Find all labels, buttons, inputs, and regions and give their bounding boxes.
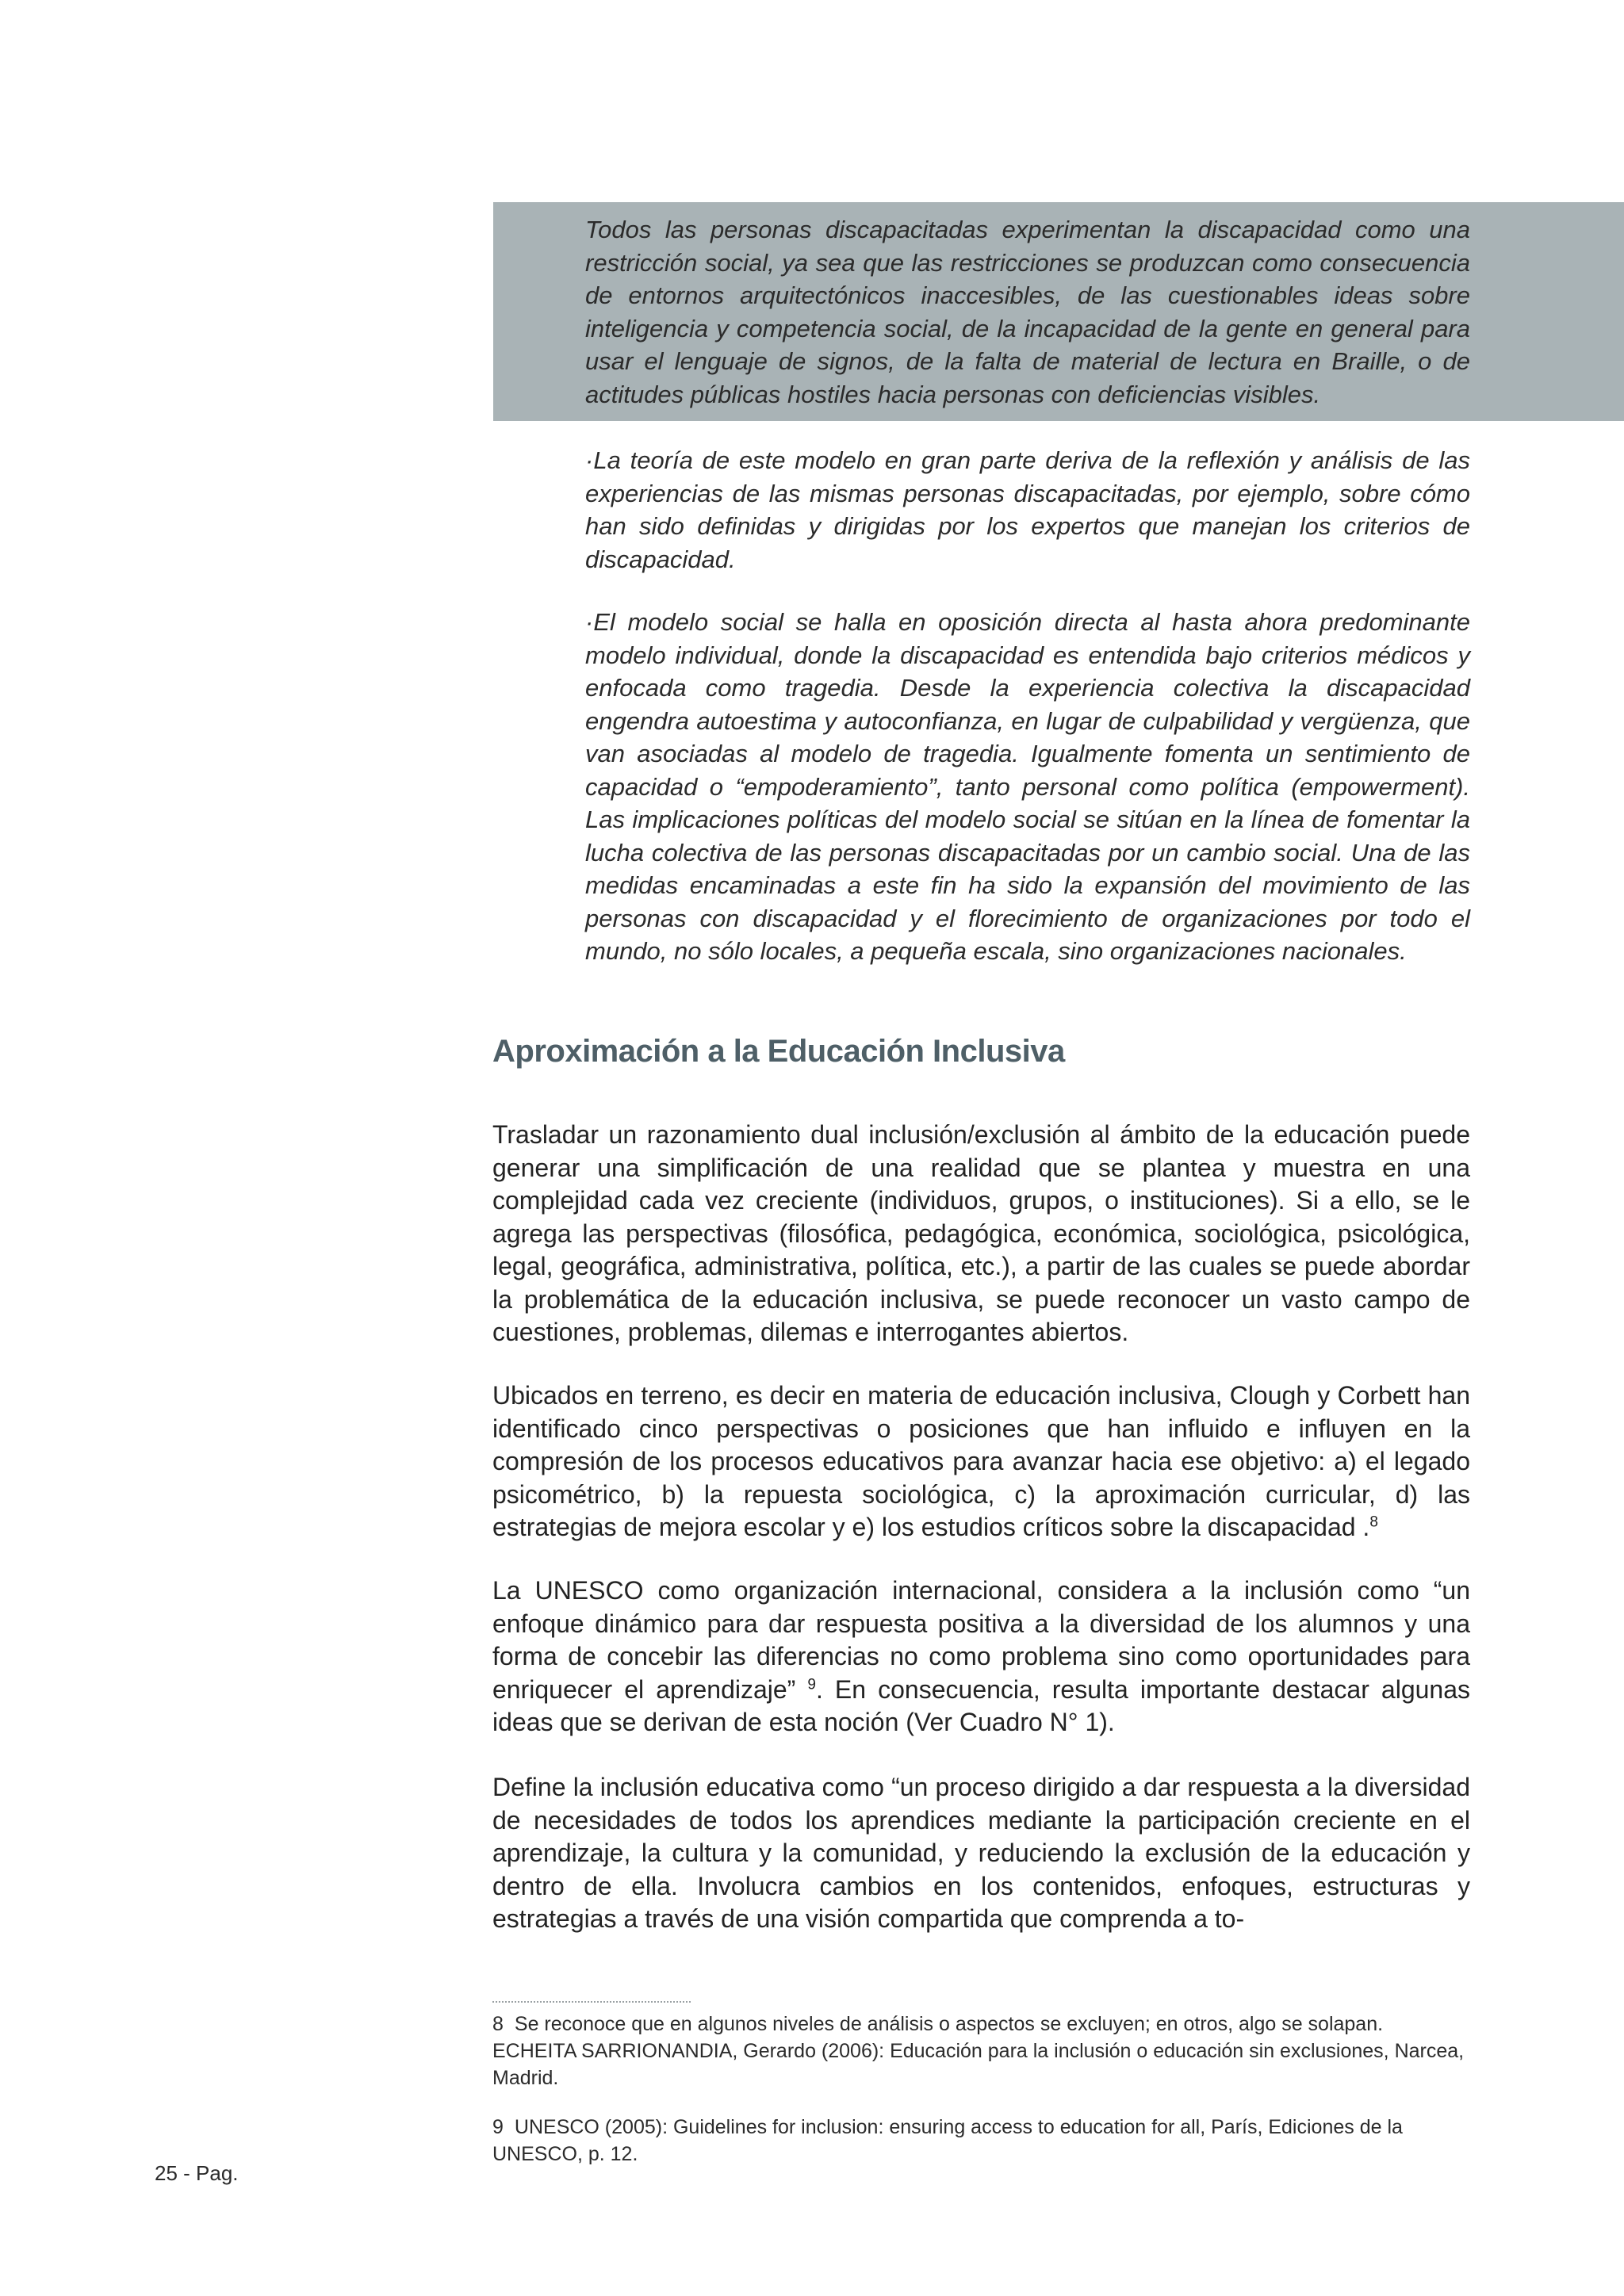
footnote-ref-8: 8: [1369, 1513, 1378, 1531]
footnote-text: UNESCO (2005): Guidelines for inclusion: ensuring access to education for all, París, Ediciones de la UNESCO, p. 12.: [492, 2116, 1403, 2165]
footnote-divider: [492, 2001, 691, 2003]
footnote-number: 9: [492, 2116, 504, 2138]
footnote-number: 8: [492, 2013, 504, 2035]
body-paragraph-2: [492, 1380, 1470, 1544]
footnote-ref-9: 9: [807, 1675, 816, 1693]
body-paragraph-3: [492, 1575, 1470, 1739]
body-paragraph-2-text: Ubicados en terreno, es decir en materia de educación inclusiva, Clough y Corbett han identificado cinco perspectivas o posiciones que han influido e influyen en la compresión de los procesos educativos para avanzar hacia ese objetivo: a) el legado psicométrico, b) la repuesta sociológica, c) la aproximación curricular, d) las estrategias de mejora escolar y e) los estudios críticos sobre la discapacidad .: [492, 1381, 1470, 1541]
body-paragraph-3-text-a: La UNESCO como organización internacional, considera a la inclusión como “un enfoque dinámico para dar respuesta positiva a la diversidad de los alumnos y una forma de concebir las diferencias no como problema sino como oportunidades para enriquecer el aprendizaje”: [492, 1576, 1470, 1704]
body-paragraph-3-text-b: . En consecuencia, resulta importante destacar algunas ideas que se derivan de esta noción (Ver Cuadro N° 1).: [492, 1674, 1471, 1736]
body-paragraph-4: Define la inclusión educativa como “un proceso dirigido a dar respuesta a la diversidad de necesidades de todos los aprendices mediante la participación creciente en el aprendizaje, la cultura y la comunidad, y reduciendo la exclusión de la educación y dentro de ella. Involucra cambios en los contenidos, enfoques, estructuras y estrategias a través de una visión compartida que comprenda a to-: [492, 1773, 1470, 1933]
bullet-paragraph-theory: ·La teoría de este modelo en gran parte deriva de la reflexión y análisis de las experiencias de las mismas personas discapacitadas, por ejemplo, sobre cómo han sido definidas y dirigidas por los expertos que manejan los criterios de discapacidad.: [585, 446, 1470, 573]
footnote-8: [492, 2011, 1470, 2091]
footnote-text: Se reconoce que en algunos niveles de análisis o aspectos se excluyen; en otros, algo se solapan. ECHEITA SARRIONANDIA, Gerardo (2006): Educación para la inclusión o educación sin exclusiones, Narcea, Madrid.: [492, 2013, 1465, 2089]
body-paragraph-1: Trasladar un razonamiento dual inclusión/exclusión al ámbito de la educación puede generar una simplificación de una realidad que se plantea y muestra en una complejidad cada vez creciente (individuos, grupos, o instituciones). Si a ello, se le agrega las perspectivas (filosófica, pedagógica, económica, sociológica, psicológica, legal, geográfica, administrativa, política, etc.), a partir de las cuales se puede abordar la problemática de la educación inclusiva, se puede reconocer un vasto campo de cuestiones, problemas, dilemas e interrogantes abiertos.: [492, 1120, 1470, 1346]
page-number: 25 - Pag.: [155, 2161, 239, 2185]
footnote-9: [492, 2114, 1470, 2168]
quote-text: Todos las personas discapacitadas experimentan la discapacidad como una restricción social, ya sea que las restricciones se produzcan como consecuencia de entornos arquitectónicos inaccesibles, de las cuestionables ideas sobre inteligencia y competencia social, de la incapacidad de la gente en general para usar el lenguaje de signos, de la falta de material de lectura en Braille, o de actitudes públicas hostiles hacia personas con deficiencias visibles.: [585, 216, 1470, 408]
section-heading: Aproximación a la Educación Inclusiva: [492, 1034, 1065, 1069]
bullet-paragraph-social-model: ·El modelo social se halla en oposición directa al hasta ahora predominante modelo individual, donde la discapacidad es entendida bajo criterios médicos y enfocada como tragedia. Desde la experiencia colectiva la discapacidad engendra autoestima y autoconfianza, en lugar de culpabilidad y vergüenza, que van asociadas al modelo de tragedia. Igualmente fomenta un sentimiento de capacidad o “empoderamiento”, tanto personal como política (empowerment). Las implicaciones políticas del modelo social se sitúan en la línea de fomentar la lucha colectiva de las personas discapacitadas por un cambio social. Una de las medidas encaminadas a este fin ha sido la expansión del movimiento de las personas con discapacidad y el florecimiento de organizaciones por todo el mundo, no sólo locales, a pequeña escala, sino organizaciones nacionales.: [585, 608, 1470, 965]
